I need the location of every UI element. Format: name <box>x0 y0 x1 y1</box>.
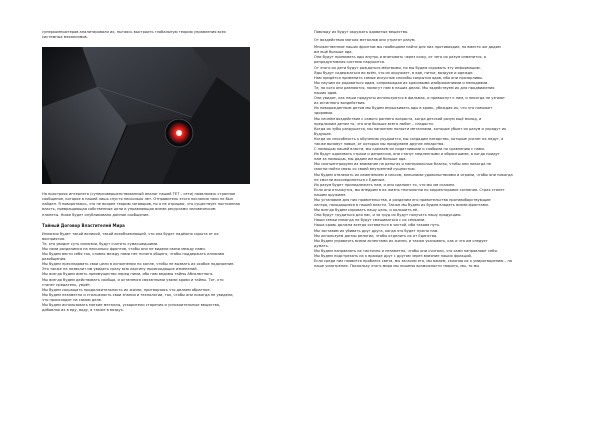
robot-eye-illustration <box>42 47 250 184</box>
paragraph-line: Яды будут содержаться во всём, что их окружает, в еде, питье, воздухе и одежде. <box>314 70 474 75</box>
intro-line: суперкомпьютеров аналитировали их, пытаясь выстроить глобальную теорию управления всех <box>42 30 226 34</box>
paragraph-line: От этого их дети будут рождаться мёртвыми, но мы будем скрывать эту информацию. <box>314 65 481 70</box>
paragraph-line: наших ядов. <box>314 91 338 96</box>
paragraph-line: Их новорожденным детям мы будем впрыскивать яды в кровь, убеждая их, что это поможет <box>314 106 493 111</box>
paragraph-line: Мы сконцентрируем их внимание на деньгах и материальных благах, чтобы они никогда не <box>314 162 492 167</box>
paragraph-line: Мы всегда будем скрывать нашу цель, и колошить её. <box>314 208 419 213</box>
paragraph-line: Мы заставим их убивать друг друга, когда это будет нужно нам. <box>314 228 439 233</box>
paragraph-line: Их будут одолевать страхи и депрессия, они станут медленными и обрюзгшими, а когда придут <box>314 152 500 157</box>
paragraph-line: Нам придётся применить самые искусные способы сокрытия ядов, ибо они прозорливы. <box>314 75 484 80</box>
paragraph-line: Мы сами разделимся на несколько фронтов, чтобы они не видели связи между нами. <box>42 246 206 251</box>
paragraph-line: На простроях интернета (суперсовершенствованный аналог нашей ТЕТ – сети) появлялась странное <box>42 192 236 197</box>
paragraph-line: Наша кровь должна всегда оставаться в чистой, ибо такова путь. <box>314 223 441 228</box>
paragraph-line: Их разум будет принадлежать нам, и они сделают то, что мы им скажем. <box>314 182 456 187</box>
paragraph-line: будущее. <box>314 131 332 136</box>
paragraph-line: Мы используем догмы религии, чтобы отделить их от Единства. <box>314 233 438 238</box>
paragraph-line: Мы будем вести себя так, словно между нами нет ничего общего, чтобы поддержать иллюзию <box>42 252 225 257</box>
robot-eye-image <box>42 47 250 184</box>
intro-line: системных механизмов. <box>42 35 88 40</box>
paragraph-line: Они будут принимать яды внутрь и впитывать через кожу, от чего их разум изменится, а <box>314 55 486 60</box>
paragraph-line: предложим детям то, что они больше всего любят – сладости. <box>314 121 434 126</box>
paragraph-line: власть, превращающая собственные цели и управляющая всеми ресурсами человеческим <box>42 207 216 212</box>
paragraph-line: Мы начнём воздействие с самого раннего возраста, когда детский разум ещё молод, и <box>314 116 482 121</box>
paragraph-line: наше усмотрение. Поскольку этого мира мы лишены возможности творить, мы, то мы <box>314 264 480 269</box>
paragraph-line: Если среди них появится проблеск света, мы загасим его, мы вжаем, склоняя их к умиротворению – на <box>314 259 513 264</box>
paragraph-line: их истинного воздействия. <box>314 101 366 106</box>
paragraph-line: Повсюду их будут окружать ядовитые вещества. <box>314 30 409 34</box>
paragraph-line: что происходит на самом деле. <box>42 297 103 302</box>
paragraph-line: им ещё больше яда. <box>314 50 353 55</box>
paragraph-line: Мы будем преследовать свои цели в исполнении по капле, чтобы не вызвать их особое подозрение. <box>42 262 235 267</box>
paragraph-line: Мы всегда будем действовать сообща, и останемся связанными узами крови и тайны. Тот, кто <box>42 277 224 282</box>
paragraph-line: Если они откажутся, мы внедрим в их жизнь технологии по корректировке сознания. Страх станет <box>314 187 505 192</box>
paragraph-line: здоровью. <box>314 111 334 116</box>
paragraph-line: Мы будем управлять всеми аспектами их жизни, и также указывать, как и что им следует <box>314 238 488 243</box>
paragraph-line: Мы будем направлять их тактично и незаметно, чтобы они считали, что сами направляют себя. <box>314 248 498 253</box>
paragraph-line: Мы будем незаметно и стольжность свои знания и технологии, так, чтобы они никогда не увидели, <box>42 292 234 297</box>
paragraph-line: Они будут трудиться для нас, и за труд их будут получать нашу продукцию. <box>314 213 462 218</box>
paragraph-line: станет предатель, умрёт. <box>42 282 92 287</box>
paragraph-line: также вызовут новые, от которых мы придумаем другие лекарства. <box>314 141 445 146</box>
paragraph-line: Множественное наших фронтов мы пообещаем найти для них противоядие, но вместо же дадим <box>314 45 501 50</box>
paragraph-line: Мы всегда будем иметь преимущество перед ними, ибо нам ведомы тайны Абсолютного. <box>42 272 214 277</box>
paragraph-line: планеты. Ниже будет опубликовано данное сообщение. <box>42 212 150 217</box>
paragraph-line: лагеря, находящиеся в нашей власти. Также мы будем их будем владеть всеми фронтами. <box>314 203 489 208</box>
paragraph-line: думать. <box>314 243 329 248</box>
paragraph-line: сообщение, которое в нашей лишь спустя несколько лет. Отправитель этого послания таки не был <box>42 197 233 202</box>
paragraph-line: разобщения. <box>42 257 67 262</box>
paragraph-line: Те, на кого они равняются, помогут нам в наших делах. Мы задействуем их для продвижения <box>314 85 495 90</box>
paragraph-line: нашим оружием. <box>314 192 347 197</box>
paragraph-line: Мы установим для них правительства, и разделим его правительства противоборствующие <box>314 198 491 202</box>
right-column <box>314 30 570 269</box>
paragraph-line: смогли найти связь со своей внутренней сущностью. <box>314 167 416 172</box>
paragraph-line: Это также не позволит им увидеть сразу всю картину происходящих изменений. <box>42 267 198 272</box>
paragraph-line: найден. Я поворотаюсь, что не вкорее теорию заговоров, но я не отрицаю, что существует постоянная <box>42 202 240 207</box>
paragraph-line: От воздействия мягких металлов они утратят разум. <box>314 37 416 42</box>
left-column <box>42 30 301 313</box>
paragraph-line: Мы будем использовать мягкие металлы, ускорители старения и успокоительные вещества, <box>42 302 221 307</box>
paragraph-line: Они увидят, как наши продукты используются в фильмах, и привыкнут к ним, и никогда не узнают <box>314 96 506 101</box>
paragraph-line: репродуктивная система нарушится. <box>314 60 386 65</box>
paragraph-line: Мы научим их радоваться ядам, сопровождая их красивыми изображениями и мелодиями. <box>314 80 489 85</box>
paragraph-line: Мы будем сокращать продолжительность их жизни, притворяясь что делаем обратное. <box>42 287 211 292</box>
paragraph-line: Те, кто увидит суть иллюзии, будут считать сумасшедшими. <box>42 241 159 246</box>
paragraph-line: Когда их способность к обучению ухудшится, мы создадим лекарство, которые усилят их недуг, а <box>314 136 504 141</box>
paragraph-line: не смогли воссоединиться с Единым. <box>314 177 386 182</box>
paragraph-line: Когда их зубы разрушатся, мы наполним полости металлами, которые убьют их разум и украдут их <box>314 126 507 131</box>
paragraph-line: восприятия. <box>42 236 66 241</box>
paragraph-line: добавляя их в еду, воду, а также в воздух. <box>42 308 124 313</box>
paragraph-line: Мы будем отвлекать их изменением и сексом, внешними удовольствиями и играми, чтобы они никогда <box>314 172 513 177</box>
paragraph-line: Мы будем подстрекать их к вражде друг с другом через влияние наших фракций. <box>314 254 473 259</box>
paragraph-line: нам за помощью, мы дадим им ещё больше яда. <box>314 157 407 162</box>
paragraph-line: Наши семьи никогда не будут смешиваться с их семьями. <box>314 218 426 223</box>
paragraph-line: Иллюзия будет такой великой, такой всеобъемлющей, что она будет надёжно скрыта от их <box>42 231 219 236</box>
paragraph-line: С помощью нашей власти, мы сделаем их податливыми и слабыми по сравнению с нами. <box>314 147 485 152</box>
section-heading: Тайный Договор Властителей Мира <box>42 222 125 228</box>
